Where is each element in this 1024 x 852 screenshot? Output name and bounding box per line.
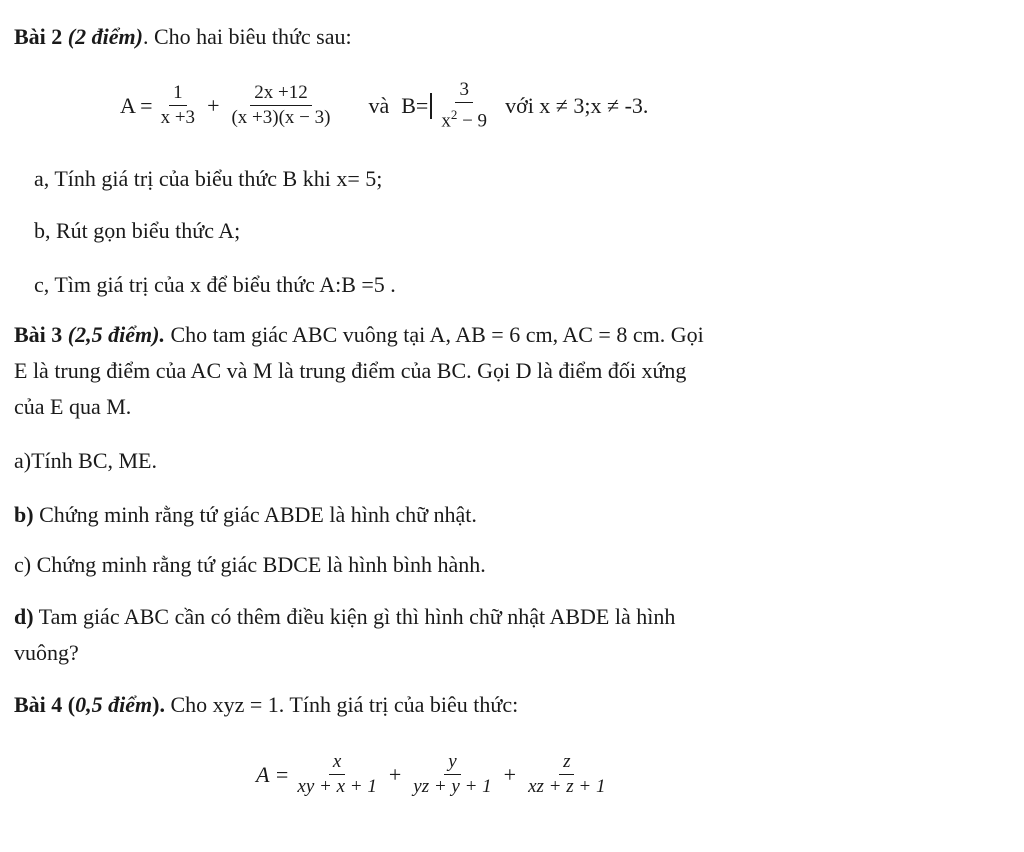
bai3-part-c: c) Chứng minh rằng tứ giác BDCE là hình bình hành. (14, 552, 486, 577)
bai4-title: Bài 4 (14, 692, 63, 717)
bai3-part-d-line-2: vuông? (14, 640, 79, 665)
bai3-part-b-label: b) (14, 502, 34, 527)
bai2-intro: . Cho hai biêu thức sau: (142, 24, 352, 49)
bai3-line-2: E là trung điểm của AC và M là trung điểm của BC. Gọi D là điểm đối xứng (14, 358, 687, 383)
bai2-A-fraction-2 (227, 81, 334, 130)
bai3-intro: Cho tam giác ABC vuông tại A, AB = 6 cm, AC = 8 cm. Gọi (164, 322, 704, 347)
bai4-intro: Cho xyz = 1. Tính giá trị của biêu thức: (164, 692, 519, 717)
bai4-fraction-2 (409, 750, 495, 799)
bai2-B-label: B= (401, 92, 429, 118)
bai2-heading (14, 22, 352, 52)
plus-sign: + (503, 761, 517, 787)
bai3-part-d-text: Tam giác ABC cần có thêm điều kiện gì thì hình chữ nhật ABDE là hình (33, 604, 676, 629)
bai4-fraction-3 (524, 750, 609, 799)
bai3-part-d-label: d) (14, 604, 34, 629)
fraction-numerator: x (329, 750, 345, 775)
fraction-numerator: z (559, 750, 574, 775)
fraction-numerator: 1 (169, 81, 187, 106)
bai3-points: (2,5 điểm). (67, 322, 165, 347)
text-cursor (430, 93, 432, 119)
bai3-title: Bài 3 (14, 322, 63, 347)
bai2-part-c: c, Tìm giá trị của x để biểu thức A:B =5 . (34, 272, 396, 297)
fraction-numerator: 2x +12 (250, 81, 311, 106)
bai2-part-b: b, Rút gọn biểu thức A; (34, 218, 241, 243)
bai4-heading: Bài 4 (0,5 điểm). Cho xyz = 1. Tính giá trị của biêu thức: (14, 692, 519, 717)
bai3-part-a: a)Tính BC, ME. (14, 448, 157, 473)
fraction-denominator: yz + y + 1 (413, 776, 492, 797)
bai3-line-1 (14, 320, 704, 350)
bai2-formula-line (120, 78, 648, 133)
bai3-part-b-text: Chứng minh rằng tứ giác ABDE là hình chữ nhật. (33, 502, 477, 527)
bai2-A-fraction-1 (157, 81, 199, 130)
bai2-and: và (368, 92, 390, 118)
fraction-denominator: xz + z + 1 (528, 776, 606, 797)
fraction-denominator: x +3 (160, 107, 196, 129)
bai4-fraction-1 (293, 750, 380, 799)
bai3-part-d-line-1 (14, 602, 675, 632)
bai4-A-label: A = (256, 761, 290, 787)
bai2-part-a: a, Tính giá trị của biểu thức B khi x= 5; (34, 166, 383, 191)
plus-sign: + (388, 761, 402, 787)
bai3-line-3: của E qua M. (14, 394, 132, 419)
bai3-part-b (14, 500, 477, 530)
fraction-numerator: 3 (455, 78, 473, 103)
fraction-denominator: xy + x + 1 (297, 776, 377, 797)
bai4-points: 0,5 điểm (75, 692, 153, 717)
bai4-formula-line (256, 750, 613, 799)
fraction-denominator: (x +3)(x − 3) (231, 107, 331, 129)
fraction-numerator: y (444, 750, 460, 775)
fraction-denominator: $x^2 - 9$ (441, 107, 488, 132)
bai2-A-label: A = (120, 92, 153, 118)
plus-sign: + (207, 92, 220, 118)
bai2-B-fraction (437, 78, 491, 133)
bai2-title: Bài 2 (14, 24, 63, 49)
bai2-condition: với x ≠ 3;x ≠ -3. (505, 92, 649, 118)
bai2-points: (2 điểm) (67, 24, 143, 49)
